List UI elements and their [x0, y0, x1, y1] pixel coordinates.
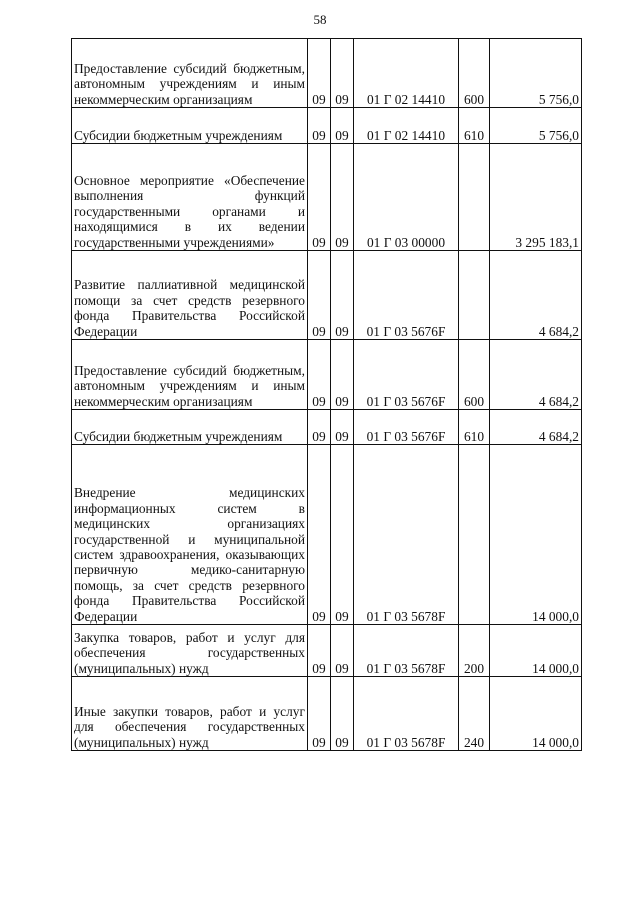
- row-expense-type-cell: 610: [459, 108, 490, 144]
- row-target-article-cell: 01 Г 02 14410: [354, 108, 459, 144]
- row-subsection-cell: 09: [331, 39, 354, 108]
- row-target-article-cell: 01 Г 03 5678F: [354, 625, 459, 677]
- row-name: Внедрение медицинских информационных систем в медицинских организациях государственной и муниципальной систем здравоохранения, оказывающих первичную медико-санитарную помощь, за счет средств резервного фонда Правительства Российской Федерации: [74, 485, 305, 624]
- row-target-article-cell: 01 Г 03 5676F: [354, 340, 459, 410]
- row-section-cell: 09: [308, 625, 331, 677]
- row-target-article-cell: 01 Г 03 00000: [354, 144, 459, 251]
- row-name: Развитие паллиативной медицинской помощи за счет средств резервного фонда Правительства Российской Федерации: [74, 277, 305, 339]
- row-name: Предоставление субсидий бюджетным, автономным учреждениям и иным некоммерческим организациям: [74, 362, 305, 409]
- row-name-cell: [72, 39, 308, 108]
- row-expense-type-cell: 200: [459, 625, 490, 677]
- row-name-cell: [72, 625, 308, 677]
- row-subsection-cell: 09: [331, 625, 354, 677]
- row-amount-cell: 3 295 183,1: [490, 144, 582, 251]
- row-expense-type-cell: 240: [459, 677, 490, 751]
- row-section-cell: 09: [308, 410, 331, 445]
- table-row: [72, 445, 582, 625]
- row-target-article-cell: 01 Г 03 5676F: [354, 410, 459, 445]
- row-section-cell: 09: [308, 251, 331, 340]
- table-row: [72, 625, 582, 677]
- row-name: Иные закупки товаров, работ и услуг для обеспечения государственных (муниципальных) нужд: [74, 703, 305, 750]
- row-amount-cell: 4 684,2: [490, 251, 582, 340]
- row-amount-cell: 14 000,0: [490, 677, 582, 751]
- row-expense-type-cell: [459, 144, 490, 251]
- row-section-cell: 09: [308, 340, 331, 410]
- row-name-cell: [72, 677, 308, 751]
- row-name: Субсидии бюджетным учреждениям: [74, 428, 283, 444]
- page-number: 58: [313, 12, 327, 27]
- row-target-article-cell: 01 Г 02 14410: [354, 39, 459, 108]
- row-section-cell: 09: [308, 108, 331, 144]
- table-row: [72, 340, 582, 410]
- row-subsection-cell: 09: [331, 108, 354, 144]
- row-name: Основное мероприятие «Обеспечение выполнения функций государственными органами и находящимися в их ведении государственными учреждениями»: [74, 172, 305, 250]
- row-section-cell: 09: [308, 144, 331, 251]
- row-amount-cell: 5 756,0: [490, 108, 582, 144]
- row-name-cell: [72, 410, 308, 445]
- table-row: [72, 251, 582, 340]
- row-expense-type-cell: [459, 445, 490, 625]
- row-name-cell: [72, 340, 308, 410]
- row-expense-type-cell: 600: [459, 340, 490, 410]
- row-subsection-cell: 09: [331, 445, 354, 625]
- row-subsection-cell: 09: [331, 251, 354, 340]
- row-name-cell: [72, 445, 308, 625]
- row-subsection-cell: 09: [331, 410, 354, 445]
- row-amount-cell: 4 684,2: [490, 410, 582, 445]
- row-section-cell: 09: [308, 677, 331, 751]
- row-expense-type-cell: 600: [459, 39, 490, 108]
- row-amount-cell: 5 756,0: [490, 39, 582, 108]
- row-name: Закупка товаров, работ и услуг для обеспечения государственных (муниципальных) нужд: [74, 629, 305, 676]
- row-target-article-cell: 01 Г 03 5678F: [354, 677, 459, 751]
- row-name-cell: [72, 144, 308, 251]
- row-amount-cell: 14 000,0: [490, 445, 582, 625]
- table-row: [72, 410, 582, 445]
- row-name: Предоставление субсидий бюджетным, автономным учреждениям и иным некоммерческим организациям: [74, 60, 305, 107]
- row-expense-type-cell: 610: [459, 410, 490, 445]
- row-target-article-cell: 01 Г 03 5676F: [354, 251, 459, 340]
- row-subsection-cell: 09: [331, 340, 354, 410]
- row-expense-type-cell: [459, 251, 490, 340]
- row-subsection-cell: 09: [331, 677, 354, 751]
- row-name-cell: [72, 108, 308, 144]
- table-row: [72, 144, 582, 251]
- row-amount-cell: 14 000,0: [490, 625, 582, 677]
- table-row: [72, 677, 582, 751]
- row-target-article-cell: 01 Г 03 5678F: [354, 445, 459, 625]
- row-section-cell: 09: [308, 445, 331, 625]
- table-row: [72, 108, 582, 144]
- row-name-cell: [72, 251, 308, 340]
- table-row: [72, 39, 582, 108]
- row-amount-cell: 4 684,2: [490, 340, 582, 410]
- row-section-cell: 09: [308, 39, 331, 108]
- row-subsection-cell: 09: [331, 144, 354, 251]
- budget-table: [71, 38, 582, 751]
- row-name: Субсидии бюджетным учреждениям: [74, 127, 283, 143]
